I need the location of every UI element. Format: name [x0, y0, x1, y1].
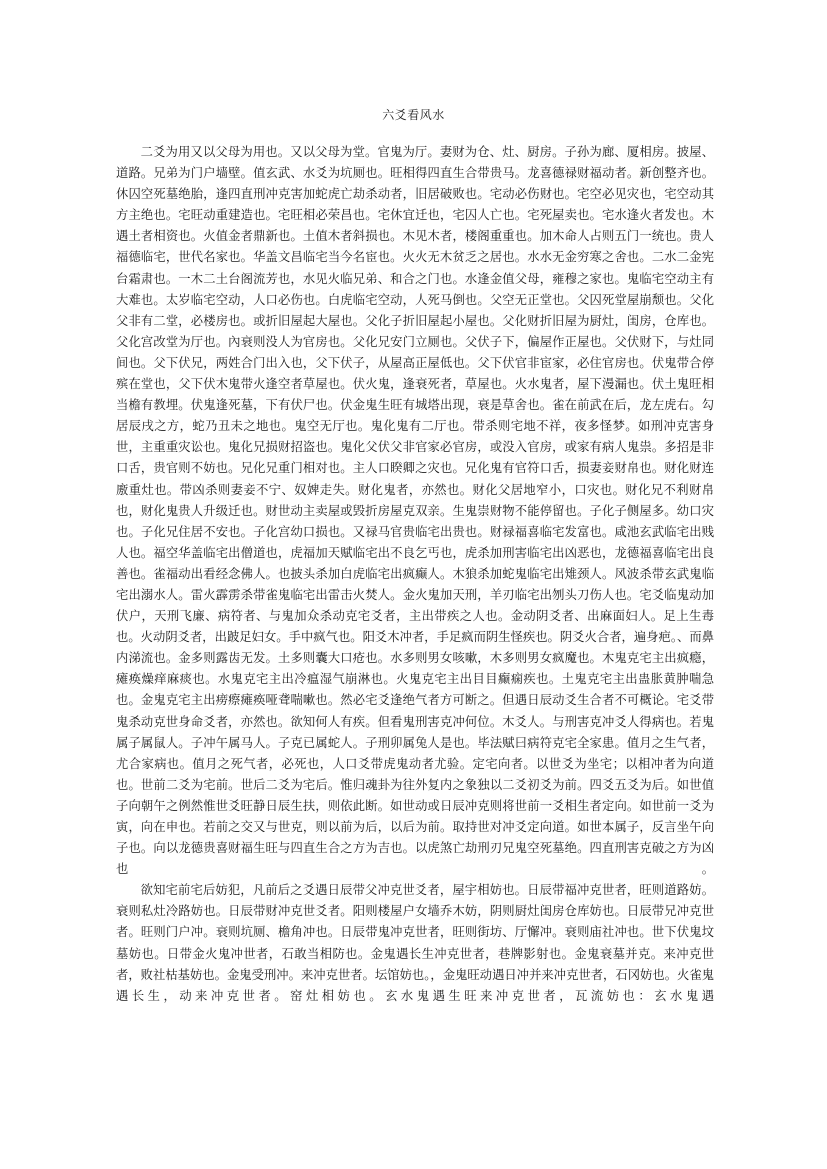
document-body — [116, 142, 714, 1007]
paragraph: 二爻为用又以父母为用也。又以父母为堂。官鬼为厅。妻财为仓、灶、厨房。子孙为廊、厦相房。披屋、道路。兄弟为门户墙壁。值玄武、水爻为坑厕也。旺相得四直生合带贵马。龙喜德禄财福动者。新创整齐也。休囚空死墓绝胎，逢四直刑冲克害加蛇虎亡劫杀动者，旧居破败也。宅动必伤财也。宅空必见灾也，宅空动其方主绝也。宅旺动重建造也。宅旺相必荣昌也。宅休宜迁也，宅囚人亡也。宅死屋卖也。宅水逢火者发也。木遇土者相资也。火值金者鼎新也。土值木者斜损也。木见木者，楼阁重重也。加木命人占则五门一统也。贵人福德临宅，世代名家也。华盖文昌临宅当今名宦也。火火无木贫乏之居也。水水无金穷寒之舍也。二水二金宪台霜肃也。一木二土台阁流芳也，水见火临兄弟、和合之门也。水逢金值父母，雍穆之家也。鬼临宅空动主有大难也。太岁临宅空动，人口必伤也。白虎临宅空动，人死马倒也。父空无正堂也。父囚死堂屋崩颓也。父化父非有二堂，必楼房也。或折旧屋起大屋也。父化子折旧屋起小屋也。父化财折旧屋为厨灶，闺房，仓库也。父化宫改堂为厅也。內衰则没人为官房也。父化兄安门立厕也。父伏子下，偏屋作正屋也。父伏财下，与灶同间也。父下伏兄，两姓合门出入也，父下伏子，从屋高正屋低也。父下伏官非宦家，必住官房也。伏鬼带合停殡在堂也，父下伏木鬼带火逢空者草屋也。伏火鬼，逢衰死者，草屋也。火水鬼者，屋下漫漏也。伏土鬼旺相当檐有教埋。伏鬼逢死墓，下有伏尸也。伏金鬼生旺有城塔出现，衰是草舍也。雀在前武在后，龙左虎右。勾居辰戌之方，蛇乃丑未之地也。鬼空无厅也。鬼化鬼有二厅也。带杀则宅地不祥，夜多怪梦。如刑冲克害身世，主重重灾讼也。鬼化兄损财招盗也。鬼化父伏父非官家必官房，或没入官房，或家有病人鬼祟。多招是非口舌，贵官则不妨也。兄化兄重门相对也。主人口睽卿之灾也。兄化鬼有官符口舌，损妻妾财帛也。财化财连廒重灶也。带凶杀则妻妾不宁、奴婢走失。财化鬼者，亦然也。财化父居地窄小，口灾也。财化兄不利财帛也，财化鬼贵人升级迁也。财世动主卖屋或毁折房屋克双亲。生鬼崇财物不能停留也。子化子侧屋多。幼口灾也。子化兄住居不安也。子化宫幼口损也。又禄马官贵临宅出贵也。财禄福喜临宅发富也。咸池玄武临宅出贱人也。福空华盖临宅出僧道也，虎福加天赋临宅出不良乞丐也，虎杀加刑害临宅出凶恶也，龙德福喜临宅出良善也。雀福动出看经念佛人。也披头杀加白虎临宅出疯癫人。木狼杀加蛇鬼临宅出雉颈人。风波杀带玄武鬼临宅出溺水人。雷火霹雳杀带雀鬼临宅出雷击火焚人。金火鬼加天刑，羊刃临宅出刎头刀伤人也。宅爻临鬼动加伏户，天刑飞廉、病符者、与鬼加众杀动克宅爻者，主出带疾之人也。金动阴爻者、出麻面妇人。足上生毒也。火动阴爻者，出跛足妇女。手中疯气也。阳爻木冲者，手足疯而阴生怪疾也。阴爻火合者，遍身疤。、而鼻内涕流也。金多则露齿无发。土多则囊大口疮也。水多则男女咳嗽，木多则男女疯魔也。木鬼克宅主出疯瘾，瘫痪燥痒麻痰也。水鬼克宅主出冷瘟湿气崩淋也。火鬼克宅主出目目癫痫疾也。土鬼克宅主出蛊胀黄肿喘急也。金鬼克宅主出痨瘵瘫痪哑聋喘嗽也。然必宅爻逢绝气者方可断之。但遇日辰动爻生合者不可概论。宅爻带鬼杀动克世身命爻者，亦然也。欲知何人有疾。但看鬼刑害克冲何位。木爻人。与刑害克冲爻人得病也。若鬼属子属鼠人。子冲午属马人。子克已属蛇人。子刑卯属兔人是也。毕法赋曰病符克宅全家患。值月之生气者，尤合家病也。值月之死气者，必死也，人口爻带虎鬼动者尤验。定宅向者。以世爻为坐宅；以相冲者为向道也。世前二爻为宅前。世后二爻为宅后。惟归魂卦为往外复内之象独以二爻初爻为前。四爻五爻为后。如世值子向朝午之例然惟世爻旺静日辰生扶，则依此断。如世动或日辰冲克则将世前一爻相生者定向。如世前一爻为寅，向在申也。若前之交又与世克，则以前为后，以后为前。取持世对冲爻定向道。如世本属子，反言坐午向子也。向以龙德贵喜财福生旺与四直生合之方为吉也。以虎煞亡劫刑刃兄鬼空死墓绝。四直刑害克破之方为凶也。 — [116, 145, 714, 877]
paragraph: 欲知宅前宅后妨犯，凡前后之爻遇日辰带父冲克世爻者，屋宇相妨也。日辰带福冲克世者，旺则道路妨。衰则私灶冷路妨也。日辰带财冲克世爻者。阳则楼屋户女墙乔木妨，阴则厨灶闺房仓库妨也。日辰带兄冲克世者。旺则门户冲。衰则坑厕、檐角冲也。日辰带鬼冲克世者，旺则街坊、厅懈冲。衰则庙社冲也。世下伏鬼坟墓妨也。日带金火鬼冲世者，石敢当相防也。金鬼遇长生冲克世者，巷牌影射也。金鬼衰墓并克。来冲克世者，败社枯基妨也。金鬼受刑冲。来冲克世者。坛馆妨也。，金鬼旺动遇日冲并来冲克世者，石冈妨也。火雀鬼遇长生，动来冲克世者。窑灶相妨也。玄水鬼遇生旺来冲克世者，瓦流妨也：玄水鬼遇 — [116, 883, 714, 1003]
document-title: 六爻看风水 — [382, 108, 445, 122]
